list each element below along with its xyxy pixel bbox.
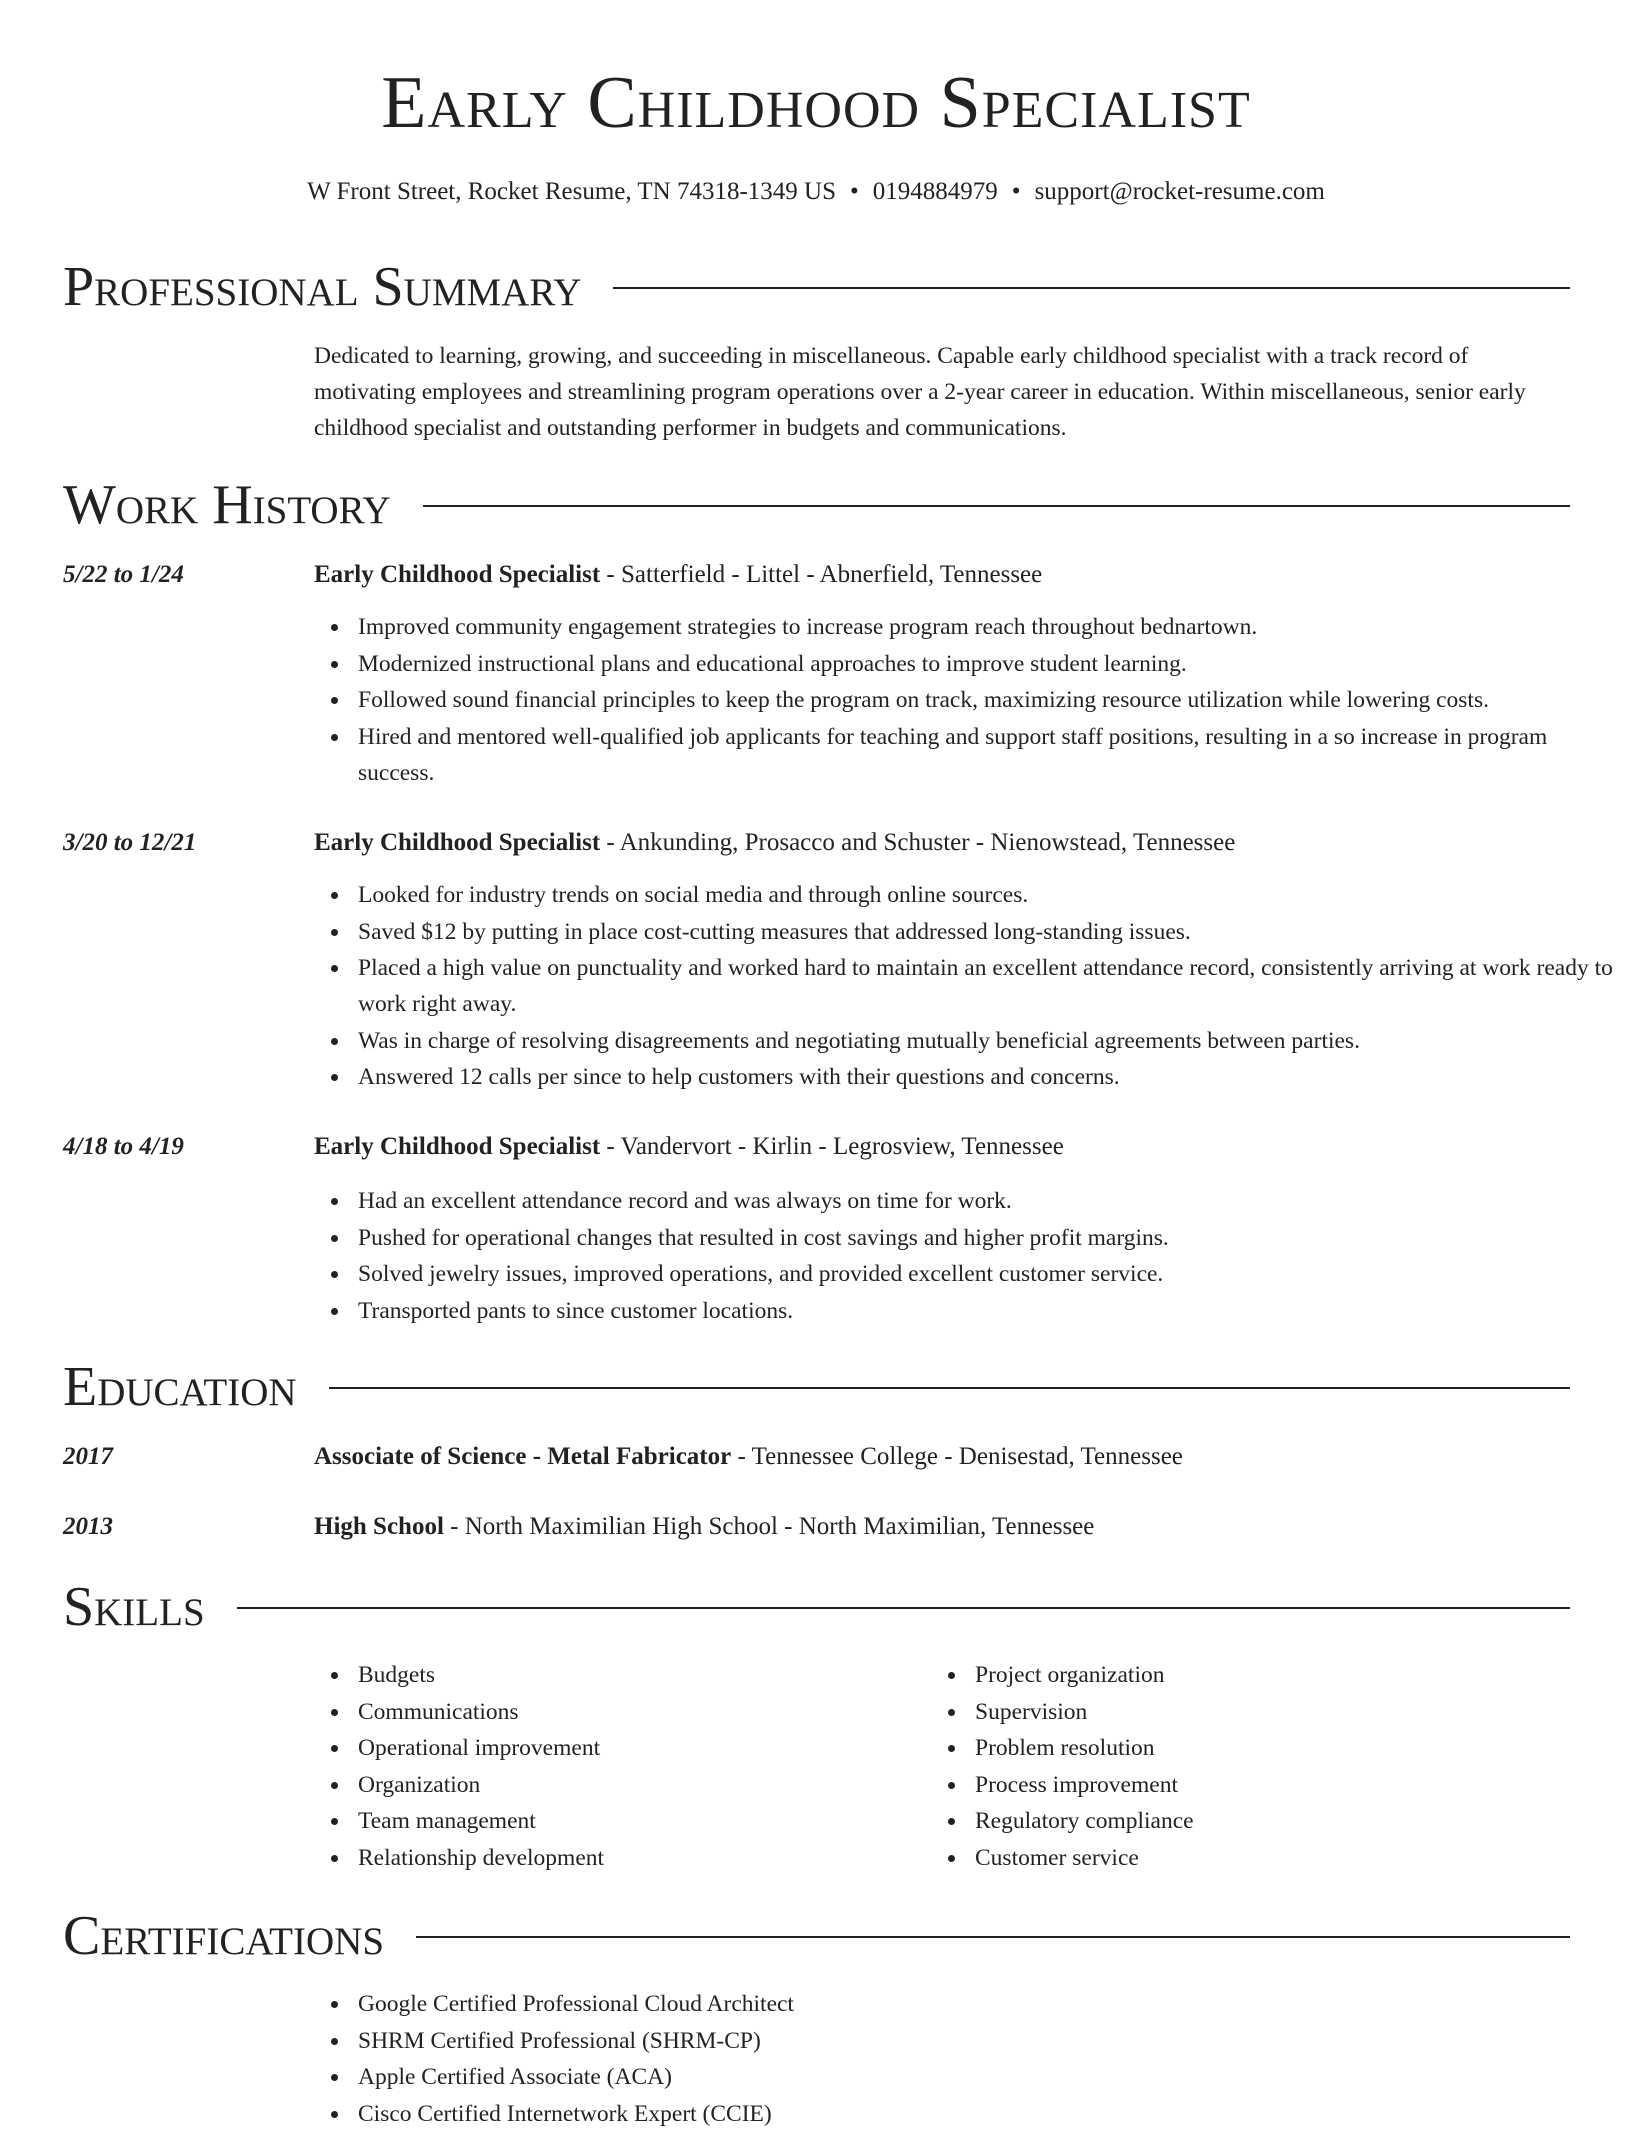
job-title-line xyxy=(314,825,1574,861)
section-title: Skills xyxy=(63,1576,205,1638)
skill-item: Relationship development xyxy=(358,1840,1618,1876)
skill-item: Supervision xyxy=(975,1694,1632,1730)
education-line xyxy=(314,1509,1574,1545)
job-bullets xyxy=(314,1183,1618,1329)
job-title-line xyxy=(314,557,1574,593)
job-employer: - Ankunding, Prosacco and Schuster - Nienowstead, Tennessee xyxy=(600,829,1236,856)
skill-item: Customer service xyxy=(975,1840,1632,1876)
education-year: 2017 xyxy=(63,1443,113,1470)
skill-item: Regulatory compliance xyxy=(975,1803,1632,1839)
list-item: Answered 12 calls per since to help customers with their questions and concerns. xyxy=(358,1059,1618,1095)
skills-list-right xyxy=(931,1657,1632,1876)
section-education-heading xyxy=(63,1355,1570,1419)
list-item: Pushed for operational changes that resulted in cost savings and higher profit margins. xyxy=(358,1220,1618,1256)
certification-item: SHRM Certified Professional (SHRM-CP) xyxy=(358,2023,1618,2059)
skill-item: Problem resolution xyxy=(975,1730,1632,1766)
section-divider xyxy=(237,1607,1570,1609)
school: - North Maximilian High School - North Maximilian, Tennessee xyxy=(443,1513,1095,1540)
job-employer: - Vandervort - Kirlin - Legrosview, Tennessee xyxy=(600,1133,1064,1160)
section-divider xyxy=(423,505,1570,507)
degree: Associate of Science - Metal Fabricator xyxy=(314,1443,732,1470)
section-title: Education xyxy=(63,1356,297,1418)
list-item: Modernized instructional plans and educational approaches to improve student learning. xyxy=(358,646,1618,682)
job-dates: 5/22 to 1/24 xyxy=(63,561,184,588)
certification-item: Apple Certified Associate (ACA) xyxy=(358,2059,1618,2095)
list-item: Solved jewelry issues, improved operations, and provided excellent customer service. xyxy=(358,1256,1618,1292)
list-item: Followed sound financial principles to keep the program on track, maximizing resource utilization while lowering costs. xyxy=(358,682,1618,718)
summary-text: Dedicated to learning, growing, and succeeding in miscellaneous. Capable early childhood specialist with a track record of motivating employees and streamlining program operations over a 2-year career in education. Within miscellaneous, senior early childhood specialist and outstanding performer in budgets and communications. xyxy=(314,343,1526,441)
section-title: Certifications xyxy=(63,1905,385,1967)
education-line xyxy=(314,1439,1574,1475)
job-dates: 4/18 to 4/19 xyxy=(63,1133,184,1160)
separator: • xyxy=(1011,178,1021,205)
separator: • xyxy=(850,178,859,205)
list-item: Looked for industry trends on social media and through online sources. xyxy=(358,877,1618,913)
skill-item: Communications xyxy=(358,1694,1618,1730)
certifications-list xyxy=(314,1986,1618,2132)
job-bullets xyxy=(314,877,1618,1096)
email-link[interactable]: support@rocket-resume.com xyxy=(1034,178,1325,205)
section-divider xyxy=(613,287,1570,289)
list-item: Saved $12 by putting in place cost-cutting measures that addressed long-standing issues. xyxy=(358,914,1618,950)
certification-item: Google Certified Professional Cloud Architect xyxy=(358,1986,1618,2022)
list-item: Was in charge of resolving disagreements and negotiating mutually beneficial agreements between parties. xyxy=(358,1023,1618,1059)
section-work-heading xyxy=(63,473,1570,537)
candidate-name: Early Childhood Specialist xyxy=(381,62,1251,144)
degree: High School xyxy=(314,1513,444,1540)
job-dates: 3/20 to 12/21 xyxy=(63,829,197,856)
address: W Front Street, Rocket Resume, TN 74318-1349 US xyxy=(307,178,837,205)
phone: 0194884979 xyxy=(872,178,998,205)
job-title: Early Childhood Specialist xyxy=(314,561,601,588)
skill-item: Project organization xyxy=(975,1657,1632,1693)
contact-line xyxy=(0,174,1632,210)
section-summary-heading xyxy=(63,255,1570,319)
section-title: Professional Summary xyxy=(63,256,582,318)
section-divider xyxy=(329,1387,1570,1389)
skill-item: Team management xyxy=(358,1803,1618,1839)
section-title: Work History xyxy=(63,474,391,536)
education-year: 2013 xyxy=(63,1513,113,1540)
skill-item: Budgets xyxy=(358,1657,1618,1693)
job-title: Early Childhood Specialist xyxy=(314,829,601,856)
list-item: Placed a high value on punctuality and worked hard to maintain an excellent attendance record, consistently arriving at work ready to work right away. xyxy=(358,950,1618,1022)
job-bullets xyxy=(314,609,1618,791)
skill-item: Operational improvement xyxy=(358,1730,1618,1766)
list-item: Improved community engagement strategies to increase program reach throughout bednartown. xyxy=(358,609,1618,645)
section-certifications-heading xyxy=(63,1904,1570,1968)
job-title: Early Childhood Specialist xyxy=(314,1133,601,1160)
skill-item: Process improvement xyxy=(975,1767,1632,1803)
job-employer: - Satterfield - Littel - Abnerfield, Tennessee xyxy=(600,561,1043,588)
job-title-line xyxy=(314,1129,1574,1165)
school: - Tennessee College - Denisestad, Tennessee xyxy=(731,1443,1183,1470)
list-item: Transported pants to since customer locations. xyxy=(358,1293,1618,1329)
list-item: Had an excellent attendance record and was always on time for work. xyxy=(358,1183,1618,1219)
section-skills-heading xyxy=(63,1575,1570,1639)
certification-item: Cisco Certified Internetwork Expert (CCIE) xyxy=(358,2096,1618,2132)
list-item: Hired and mentored well-qualified job applicants for teaching and support staff positions, resulting in a so increase in program success. xyxy=(358,719,1618,791)
skill-item: Organization xyxy=(358,1767,1618,1803)
section-divider xyxy=(416,1936,1570,1938)
